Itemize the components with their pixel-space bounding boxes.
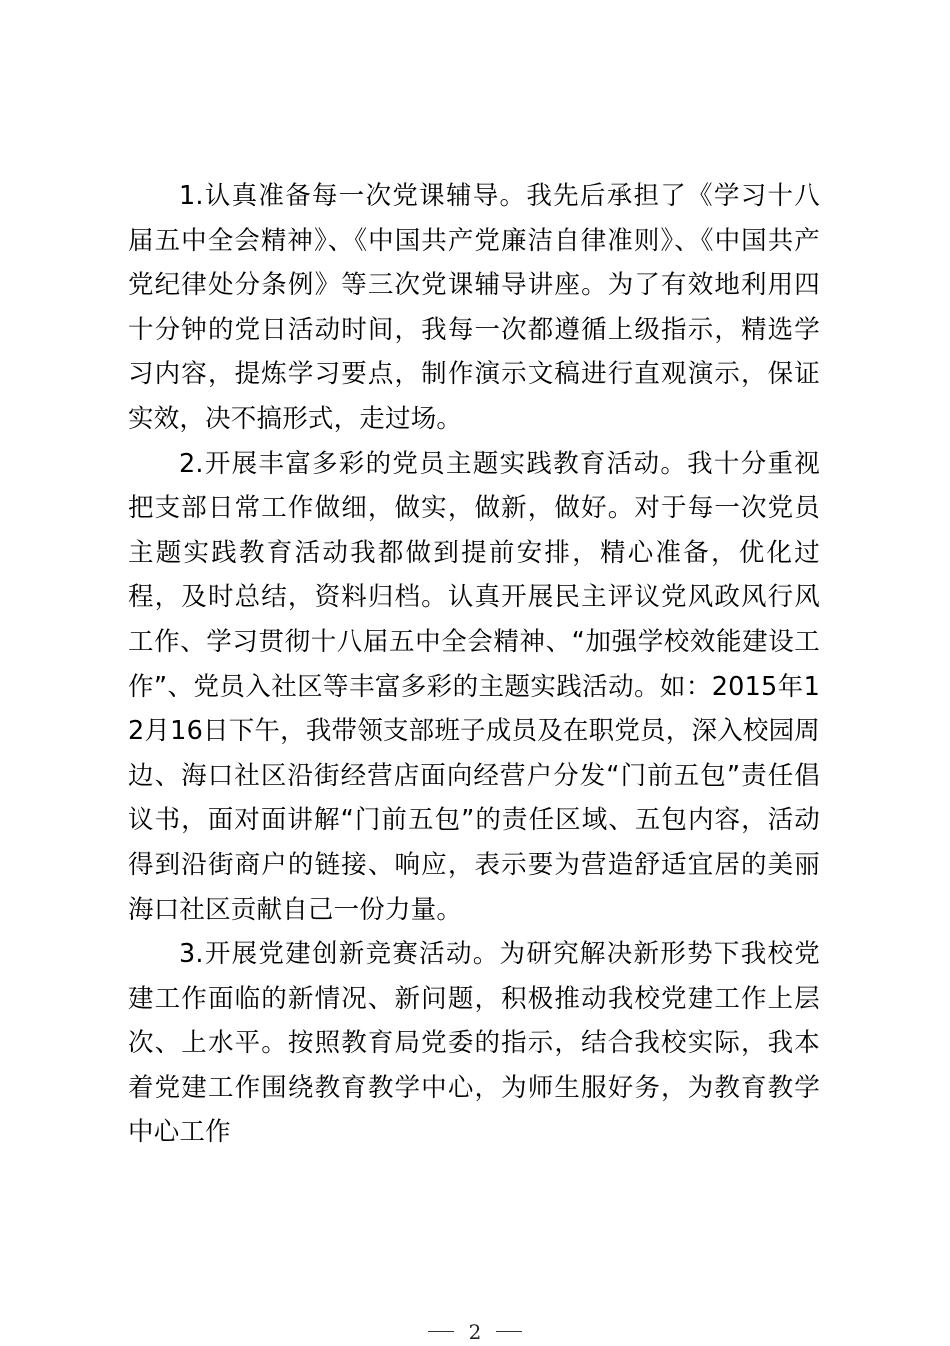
body-text [128,174,820,1155]
page-footer [0,1316,950,1346]
paragraph-2: 2.开展丰富多彩的党员主题实践教育活动。我十分重视把支部日常工作做细，做实，做新，做好。对于每一次党员主题实践教育活动我都做到提前安排，精心准备，优化过程，及时总结，资料归档。认真开展民主评议党风政风行风工作、学习贯彻十八届五中全会精神、“加强学校效能建设工作”、党员入社区等丰富多彩的主题实践活动。如：2015年12月16日下午，我带领支部班子成员及在职党员，深入校园周边、海口社区沿街经营店面向经营户分发“门前五包”责任倡议书，面对面讲解“门前五包”的责任区域、五包内容，活动得到沿街商户的链接、响应，表示要为营造舒适宜居的美丽海口社区贡献自己一份力量。 [128,448,820,925]
paragraph-1: 1.认真准备每一次党课辅导。我先后承担了《学习十八届五中全会精神》、《中国共产党廉洁自律准则》、《中国共产党纪律处分条例》等三次党课辅导讲座。为了有效地利用四十分钟的党日活动时间，我每一次都遵循上级指示，精选学习内容，提炼学习要点，制作演示文稿进行直观演示，保证实效，决不搞形式，走过场。 [128,181,820,434]
page-number: 2 [468,1319,482,1344]
footer-dash-right [496,1331,522,1332]
footer-dash-left [428,1331,454,1332]
paragraph-3: 3.开展党建创新竞赛活动。为研究解决新形势下我校党建工作面临的新情况、新问题，积极推动我校党建工作上层次、上水平。按照教育局党委的指示，结合我校实际，我本着党建工作围绕教育教学中心，为师生服好务，为教育教学中心工作 [128,939,820,1148]
